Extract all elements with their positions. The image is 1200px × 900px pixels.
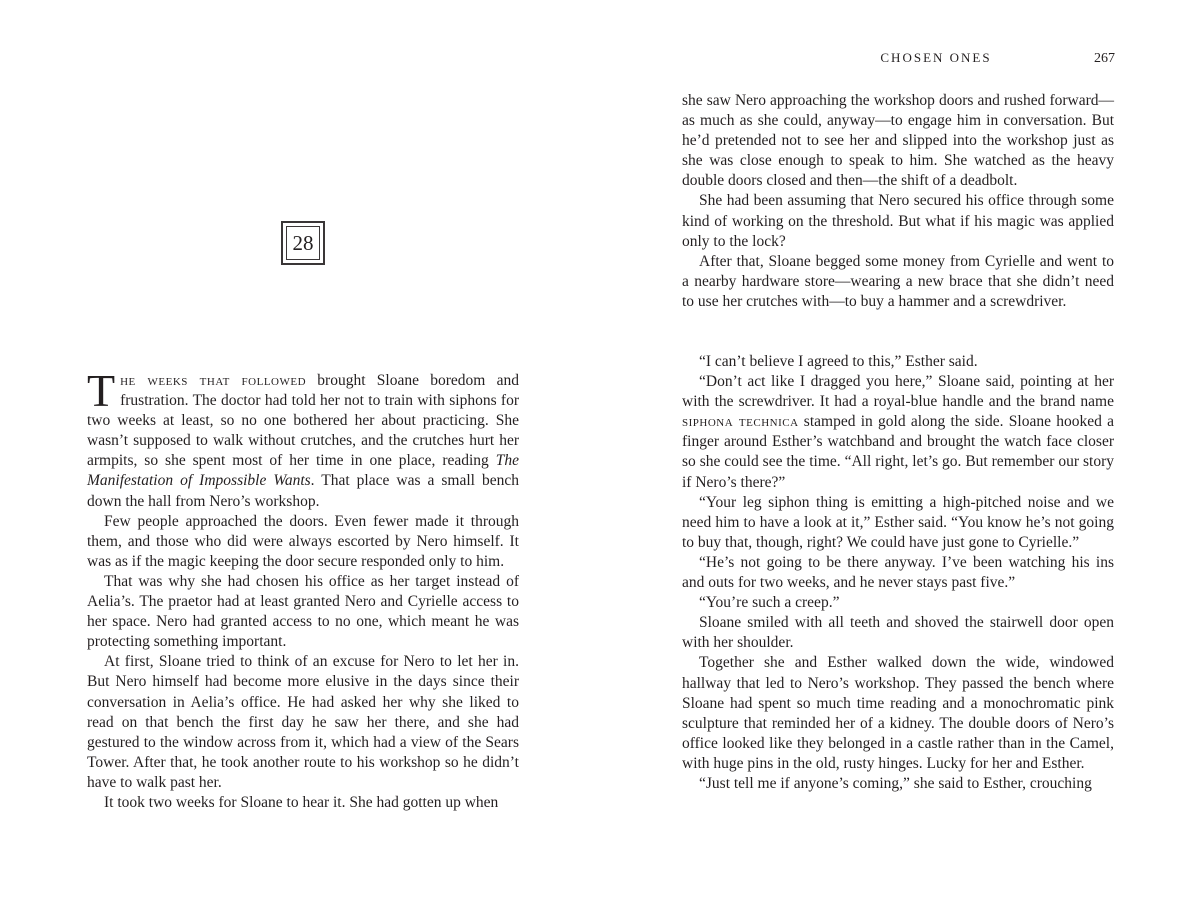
continued-paragraph: she saw Nero approaching the workshop doors and rushed forward—as much as she could, anyway—to engage him in conversation. But he’d pretended not to see her and slipped into the workshop just as she was close enough to speak to him. She watched as the heavy double doors closed and then—the shift of a deadbolt. (682, 92, 1114, 190)
body-paragraph: Few people approached the doors. Even fewer made it through them, and those who did were always escorted by Nero himself. It was as if the magic keeping the door secure responded only to him. (87, 512, 519, 570)
opening-small-caps: he weeks that followed (120, 372, 307, 389)
opening-paragraph (87, 365, 519, 512)
body-paragraph: Sloane smiled with all teeth and shoved the stairwell door open with her shoulder. (682, 614, 1114, 652)
body-paragraph: Together she and Esther walked down the wide, windowed hallway that led to Nero’s workshop. They passed the bench where Sloane had spent so much time reading and a monochromatic pink sculpture that reminded her of a kidney. The double doors of Nero’s office looked like they belonged in a castle rather than in the Camel, with huge pins in the old, rusty hinges. Lucky for her and Esther. (682, 654, 1114, 772)
body-paragraph: She had been assuming that Nero secured his office through some kind of working on the threshold. But what if his magic was applied only to the lock? (682, 192, 1114, 250)
dialogue-text-end: stamped in gold along the side. Sloane hooked a finger around Esther’s watchband and brought the watch face closer so she could see the time. “All right, let’s go. But remember our story if Nero’s there?” (682, 413, 1115, 491)
body-paragraph (682, 372, 1114, 493)
page-number: 267 (1094, 51, 1115, 66)
left-body-text (87, 365, 519, 813)
body-paragraph: “I can’t believe I agreed to this,” Esther said. (699, 353, 978, 370)
chapter-number-box (281, 221, 325, 265)
body-paragraph: After that, Sloane begged some money from Cyrielle and went to a nearby hardware store—wearing a new brace that she didn’t need to use her crutches with—to buy a hammer and a screwdriver. (682, 252, 1114, 310)
right-page (600, 0, 1200, 900)
opening-text-end: . That place was a small bench down the hall from Nero’s workshop. (87, 472, 519, 510)
body-paragraph: At first, Sloane tried to think of an excuse for Nero to let her in. But Nero himself had become more elusive in the days since their conversation in Aelia’s office. He had asked her why she liked to read on that bench the first day he saw her there, and she had gestured to the window across from it, which had a view of the Sears Tower. After that, he took another route to his workshop so he didn’t have to walk past her. (87, 653, 519, 791)
drop-cap: T (87, 365, 116, 416)
body-paragraph: That was why she had chosen his office as her target instead of Aelia’s. The praetor had at least granted Nero and Cyrielle access to her space. Nero had granted access to no one, which meant he was protecting something important. (87, 572, 519, 651)
body-paragraph: “You’re such a creep.” (699, 594, 840, 612)
opening-text: brought Sloane boredom and frustration. The doctor had told her not to train with siphons for two weeks at least, so no one bothered her about practicing. She wasn’t supposed to walk without crutches, and the crutches hurt her armpits, so she spent most of her time in one place, reading (87, 372, 519, 470)
body-paragraph: It took two weeks for Sloane to hear it. She had gotten up when (104, 793, 499, 811)
body-paragraph: “He’s not going to be there anyway. I’ve been watching his ins and outs for two weeks, and he never stays past five.” (682, 553, 1114, 592)
right-body-text-bottom (682, 352, 1114, 794)
running-head: CHOSEN ONES (880, 50, 992, 65)
body-paragraph: “Your leg siphon thing is emitting a high-pitched noise and we need him to have a look at it,” Esther said. “You know he’s not going to buy that, though, right? We could have just gone to Cyrielle.” (682, 493, 1114, 551)
book-title-italic: The Manifestation of Impossible Wants (87, 452, 519, 490)
chapter-number: 28 (286, 226, 320, 260)
brand-name-small-caps: siphona technica (682, 413, 799, 431)
right-body-text-top (682, 91, 1114, 312)
body-paragraph: “Just tell me if anyone’s coming,” she said to Esther, crouching (699, 774, 1092, 792)
dialogue-text: “Don’t act like I dragged you here,” Sloane said, pointing at her with the screwdriver. It had a royal-blue handle and the brand name (682, 373, 1114, 411)
